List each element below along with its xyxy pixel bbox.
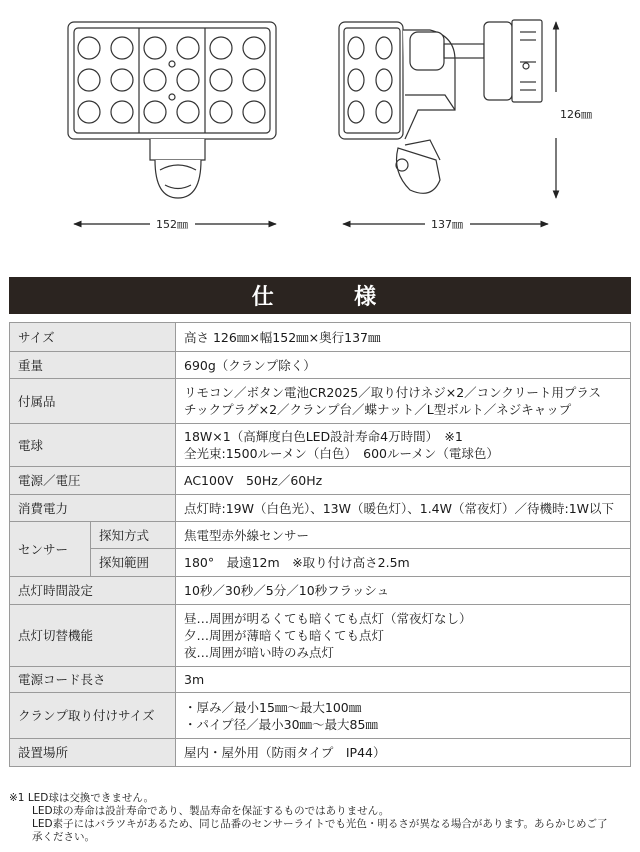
- front-view: [68, 22, 276, 198]
- spec-row-location: [10, 739, 631, 767]
- spec-label: 電源／電圧: [10, 467, 176, 495]
- spec-label: 点灯切替機能: [10, 605, 176, 667]
- spec-row-clamp: [10, 693, 631, 739]
- depth-dimension-label: 137㎜: [431, 218, 463, 231]
- spec-row-cord: [10, 667, 631, 693]
- spec-value-line: リモコン／ボタン電池CR2025／取り付けネジ×2／コンクリート用プラス: [184, 385, 602, 400]
- spec-value-line: 全光束:1500ルーメン（白色） 600ルーメン（電球色）: [184, 446, 499, 461]
- spec-row-sensor-range: [10, 549, 631, 577]
- spec-sublabel: 探知範囲: [91, 549, 176, 577]
- spec-row-sensor-method: [10, 522, 631, 549]
- footnote-line: 承ください。: [32, 831, 95, 843]
- spec-row-mode: [10, 605, 631, 667]
- width-dimension-label: 152㎜: [156, 218, 188, 231]
- footnotes: [9, 792, 634, 844]
- spec-label: 設置場所: [10, 739, 176, 767]
- spec-value-line: 夜…周囲が暗い時のみ点灯: [184, 645, 335, 660]
- spec-row-size: [10, 323, 631, 352]
- spec-value: 焦電型赤外線センサー: [176, 522, 631, 549]
- spec-sublabel: 探知方式: [91, 522, 176, 549]
- spec-value: 690g（クランプ除く）: [176, 352, 631, 379]
- motion-sensor: [150, 139, 205, 198]
- spec-row-bulb: [10, 424, 631, 467]
- spec-row-accessories: [10, 379, 631, 424]
- spec-value: [176, 424, 631, 467]
- spec-label: センサー: [10, 522, 91, 577]
- spec-value: 3m: [176, 667, 631, 693]
- spec-label: 点灯時間設定: [10, 577, 176, 605]
- footnote-line: LED球の寿命は設計寿命であり、製品寿命を保証するものではありません。: [32, 805, 390, 817]
- spec-value-line: ・パイプ径／最小30㎜〜最大85㎜: [184, 716, 378, 732]
- spec-value: 屋内・屋外用（防雨タイプ IP44）: [176, 739, 631, 767]
- footnote-line: LED素子にはバラツキがあるため、同じ品番のセンサーライトでも光色・明るさが異なる場合があります。あらかじめご了: [32, 818, 608, 830]
- spec-value-line: 昼…周囲が明るくても暗くても点灯（常夜灯なし）: [184, 611, 472, 626]
- spec-label: サイズ: [10, 323, 176, 352]
- spec-value: 10秒／30秒／5分／10秒フラッシュ: [176, 577, 631, 605]
- spec-value: [176, 693, 631, 739]
- height-dimension-label: 126㎜: [560, 108, 592, 121]
- spec-label: 電源コード長さ: [10, 667, 176, 693]
- spec-value-line: 夕…周囲が薄暗くても暗くても点灯: [184, 628, 385, 643]
- spec-row-timer: [10, 577, 631, 605]
- spec-value: [176, 379, 631, 424]
- side-motion-sensor: [396, 140, 440, 193]
- spec-value: [176, 605, 631, 667]
- spec-label: 消費電力: [10, 495, 176, 522]
- spec-title: 仕 様: [9, 277, 631, 314]
- spec-row-power: [10, 467, 631, 495]
- side-view: [339, 20, 542, 193]
- spec-value: 高さ 126㎜×幅152㎜×奥行137㎜: [176, 323, 631, 352]
- spec-label: クランプ取り付けサイズ: [10, 693, 176, 739]
- spec-value-line: ・厚み／最小15㎜〜最大100㎜: [184, 699, 362, 715]
- spec-value-line: チックプラグ×2／クランプ台／蝶ナット／L型ボルト／ネジキャップ: [184, 402, 572, 417]
- spec-row-weight: [10, 352, 631, 379]
- spec-value: AC100V 50Hz／60Hz: [176, 467, 631, 495]
- footnote-line: ※1 LED球は交換できません。: [9, 792, 155, 804]
- spec-value-line: 18W×1（高輝度白色LED設計寿命4万時間） ※1: [184, 429, 463, 444]
- spec-row-consumption: [10, 495, 631, 522]
- product-dimension-diagram: [0, 0, 640, 240]
- spec-table: [9, 322, 631, 767]
- spec-label: 重量: [10, 352, 176, 379]
- spec-label: 付属品: [10, 379, 176, 424]
- spec-value: 180° 最遠12m ※取り付け高さ2.5m: [176, 549, 631, 577]
- spec-label: 電球: [10, 424, 176, 467]
- spec-value: 点灯時:19W（白色光）、13W（暖色灯）、1.4W（常夜灯）／待機時:1W以下: [176, 495, 631, 522]
